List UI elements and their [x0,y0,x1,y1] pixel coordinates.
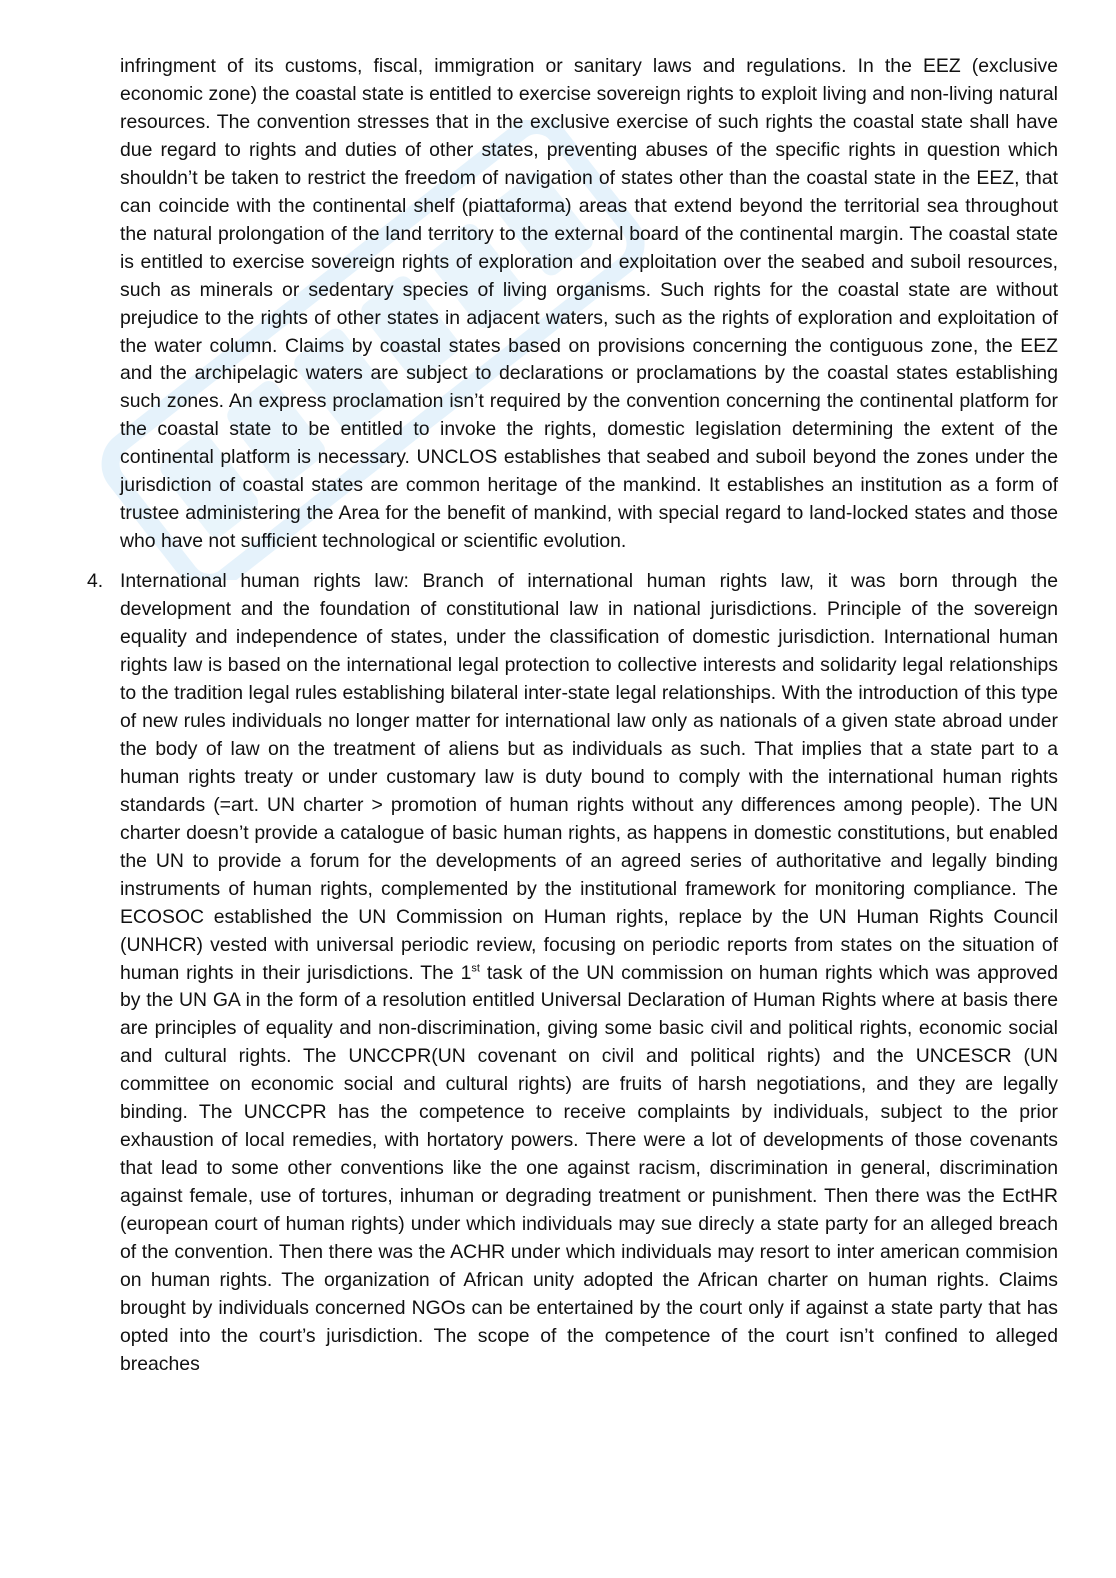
list-marker: 4. [87,570,104,593]
paragraph-continued: infringment of its customs, fiscal, immigration or sanitary laws and regulations. In the EEZ (exclusive economic zone) the coastal state is entitled to exercise sovereign rights to exploit living and non-living natural resources. The convention stresses that in the exclusive exercise of such rights the coastal state shall have due regard to rights and duties of other states, preventing abuses of the specific rights in question which shouldn’t be taken to restrict the freedom of navigation of states other than the coastal state in the EEZ, that can coincide with the continental shelf (piattaforma) areas that extend beyond the territorial sea throughout the natural prolongation of the land territory to the external board of the continental margin. The coastal state is entitled to exercise sovereign rights of exploration and exploitation over the seabed and suboil resources, such as minerals or sedentary species of living organisms. Such rights for the coastal state are without prejudice to the rights of other states in adjacent waters, such as the rights of exploration and exploitation of the water column. Claims by coastal states based on provisions concerning the contiguous zone, the EEZ and the archipelagic waters are subject to declarations or proclamations by the coastal states establishing such zones. An express proclamation isn’t required by the convention concerning the continental platform for the coastal state to be entitled to invoke the rights, domestic legislation determining the extent of the continental platform is necessary. UNCLOS establishes that seabed and suboil beyond the zones under the jurisdiction of coastal states are common heritage of the mankind. It establishes an institution as a form of trustee administering the Area for the benefit of mankind, with special regard to land-locked states and those who have not sufficient technological or scientific evolution. [120,55,1058,553]
text-before-superscript: International human rights law: Branch of international human rights law, it was born through the development and the foundation of constitutional law in national jurisdictions. Principle of the sovereign equality and independence of states, under the classification of domestic jurisdiction. International human rights law is based on the international legal protection to collective interests and solidarity legal relationships to the tradition legal rules establishing bilateral inter-state legal relationships. With the introduction of this type of new rules individuals no longer matter for international law only as nationals of a given state abroad under the body of law on the treatment of aliens but as individuals as such. That implies that a state part to a human rights treaty or under customary law is duty bound to comply with the international human rights standards (=art. UN charter > promotion of human rights without any differences among people). The UN charter doesn’t provide a catalogue of basic human rights, as happens in domestic constitutions, but enabled the UN to provide a forum for the developments of an agreed series of authoritative and legally binding instruments of human rights, complemented by the institutional framework for monitoring compliance. The ECOSOC established the UN Commission on Human rights, replace by the UN Human Rights Council (UNHCR) vested with universal periodic review, focusing on periodic reports from states on the situation of human rights in their jurisdictions. The 1 [120,570,1058,984]
numbered-list [87,568,1058,1379]
document-page [87,53,1058,1379]
text-after-superscript: task of the UN commission on human rights which was approved by the UN GA in the form of a resolution entitled Universal Declaration of Human Rights where at basis there are principles of equality and non-discrimination, giving some basic civil and political rights, economic social and cultural rights. The UNCCPR(UN covenant on civil and political rights) and the UNCESCR (UN committee on economic social and cultural rights) are fruits of harsh negotiations, and they are legally binding. The UNCCPR has the competence to receive complaints by individuals, subject to the prior exhaustion of local remedies, with hortatory powers. There were a lot of developments of those covenants that lead to some other conventions like the one against racism, discrimination in general, discrimination against female, use of tortures, inhuman or degrading treatment or punishment. Then there was the EctHR (european court of human rights) under which individuals may sue direcly a state party for an alleged breach of the convention. Then there was the ACHR under which individuals may resort to inter american commision on human rights. The organization of African unity adopted the African charter on human rights. Claims brought by individuals concerned NGOs can be entertained by the court only if against a state party that has opted into the court’s jurisdiction. The scope of the competence of the court isn’t confined to alleged breaches [120,961,1058,1375]
superscript-st: st [471,962,480,975]
list-item-4 [87,568,1058,1379]
list-item-text [120,568,1058,1379]
